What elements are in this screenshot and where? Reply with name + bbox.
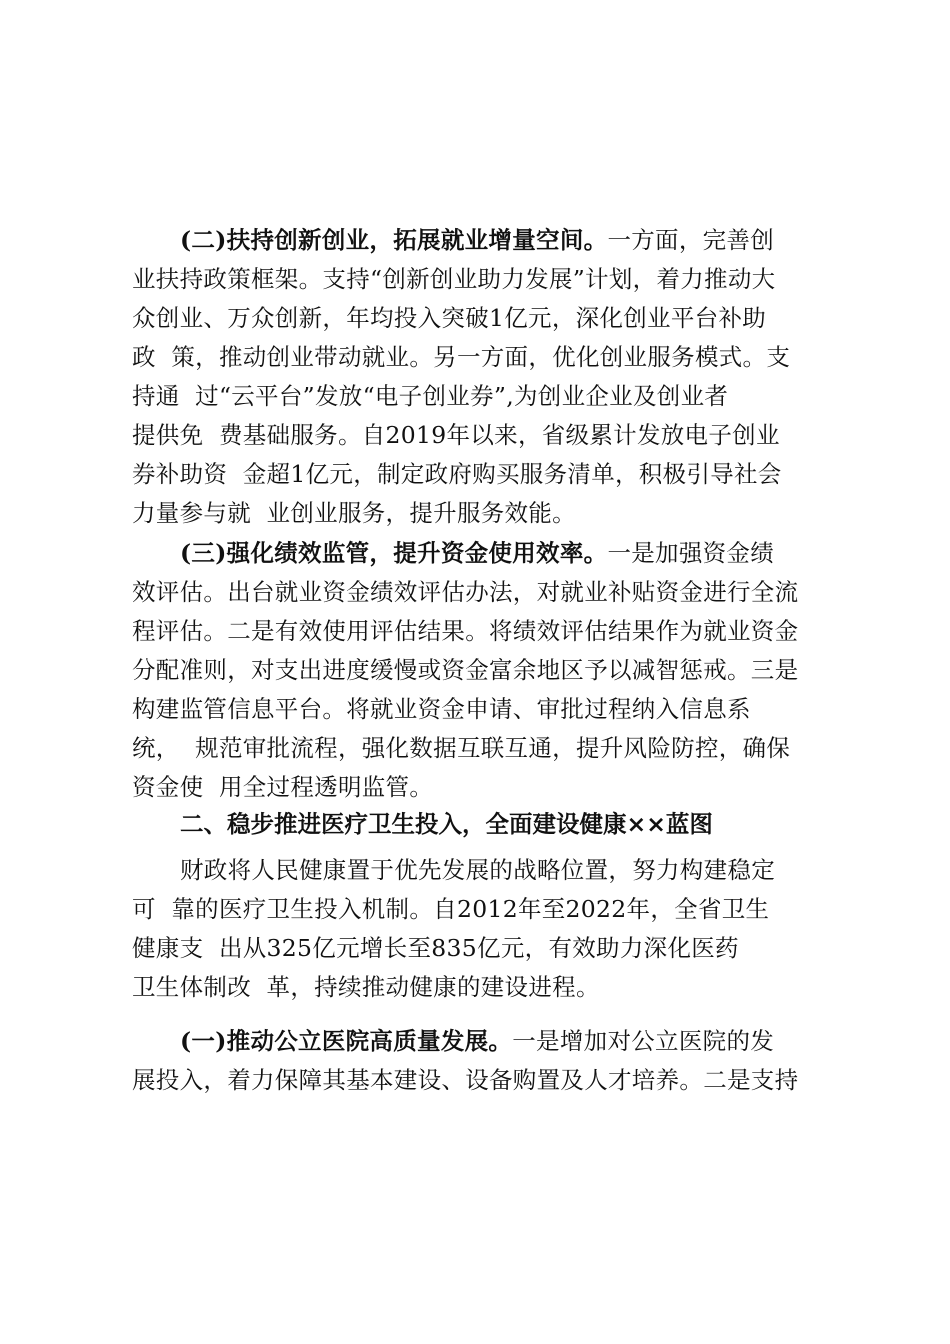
paragraph-line: 展投入，着力保障其基本建设、设备购置及人才培养。二是支持 <box>132 1066 799 1094</box>
paragraph-line: 财政将人民健康置于优先发展的战略位置，努力构建稳定 <box>180 856 775 884</box>
paragraph-line: 力量参与就 业创业服务，提升服务效能。 <box>132 499 576 527</box>
paragraph-line <box>132 1022 832 1061</box>
paragraph-line: 提供免 费基础服务。自2019年以来，省级累计发放电子创业 <box>132 421 780 449</box>
paragraph-line: 分配准则，对支出进度缓慢或资金富余地区予以减智惩戒。三是 <box>132 656 799 684</box>
paragraph-line: 持通 过“云平台”发放“电子创业券”,为创业企业及创业者 <box>132 382 729 410</box>
paragraph-line <box>132 221 832 260</box>
paragraph-text: 一是加强资金绩 <box>607 539 775 567</box>
paragraph-line: 可 靠的医疗卫生投入机制。自2012年至2022年，全省卫生 <box>132 895 770 923</box>
section-heading-block <box>132 805 832 844</box>
paragraph-text: 一方面，完善创 <box>607 226 775 254</box>
paragraph-line: 业扶持政策框架。支持“创新创业助力发展”计划，着力推动大 <box>132 265 776 293</box>
paragraph-line: 健康支 出从325亿元增长至835亿元，有效助力深化医药 <box>132 934 739 962</box>
paragraph-line: 卫生体制改 革，持续推动健康的建设进程。 <box>132 973 600 1001</box>
section-heading: 二、稳步推进医疗卫生投入，全面建设健康××蓝图 <box>180 810 713 838</box>
paragraph-line: 构建监管信息平台。将就业资金申请、审批过程纳入信息系 <box>132 695 751 723</box>
paragraph-line: 程评估。二是有效使用评估结果。将绩效评估结果作为就业资金 <box>132 617 799 645</box>
paragraph-line: 券补助资 金超1亿元，制定政府购买服务清单，积极引导社会 <box>132 460 782 488</box>
paragraph-entrepreneurship <box>132 221 832 533</box>
paragraph-lead-heading: (二)扶持创新创业，拓展就业增量空间。 <box>180 226 608 254</box>
paragraph-line: 政 策，推动创业带动就业。另一方面，优化创业服务模式。支 <box>132 343 791 371</box>
paragraph-line: 资金使 用全过程透明监管。 <box>132 773 434 801</box>
paragraph-public-hospitals <box>132 1022 832 1100</box>
paragraph-line <box>132 534 832 573</box>
paragraph-performance-supervision <box>132 534 832 807</box>
paragraph-lead-heading: (三)强化绩效监管，提升资金使用效率。 <box>180 539 608 567</box>
paragraph-line: 众创业、万众创新，年均投入突破1亿元，深化创业平台补助 <box>132 304 767 332</box>
paragraph-line: 效评估。出台就业资金绩效评估办法，对就业补贴资金进行全流 <box>132 578 799 606</box>
paragraph-lead-heading: (一)推动公立医院高质量发展。 <box>180 1027 513 1055</box>
paragraph-line: 统， 规范审批流程，强化数据互联互通，提升风险防控，确保 <box>132 734 791 762</box>
paragraph-health-investment <box>132 851 832 1007</box>
paragraph-text: 一是增加对公立医院的发 <box>512 1027 775 1055</box>
